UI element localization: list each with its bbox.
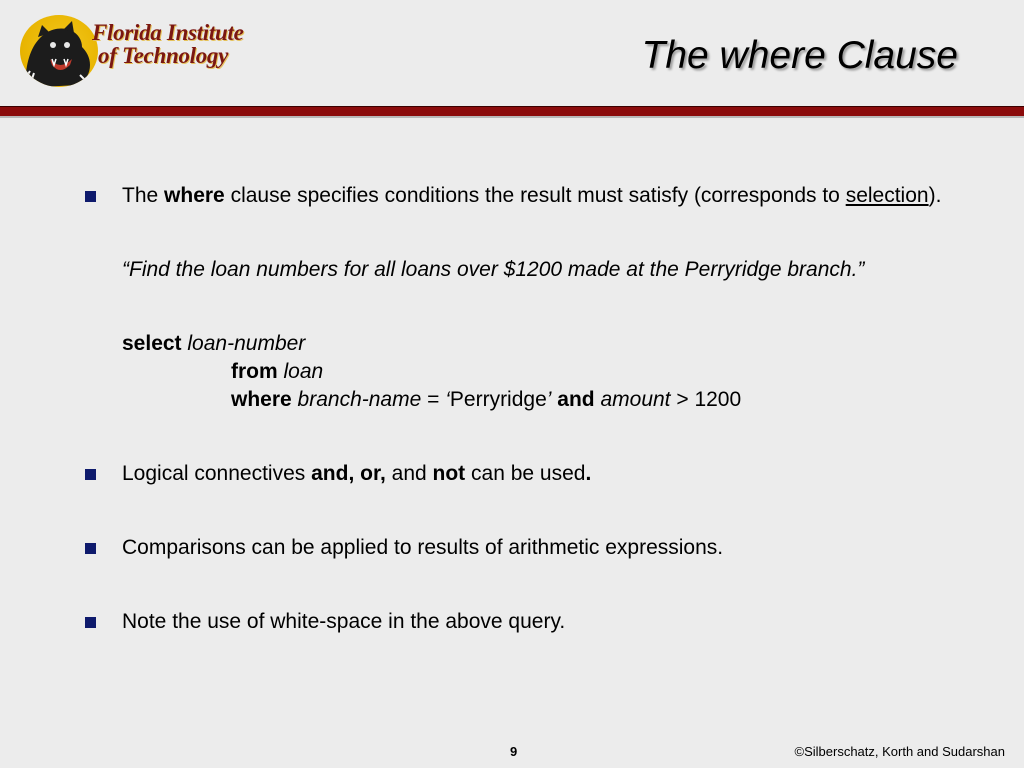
text: ). <box>928 184 942 207</box>
logo-line-1: Florida Institute <box>92 20 244 45</box>
attribute-branch-name: branch-name <box>297 388 422 411</box>
comparison: > 1200 <box>670 388 742 411</box>
example-question: “Find the loan numbers for all loans over $1200 made at the Perryridge branch.” <box>122 258 865 281</box>
keywords-and-or: and, or, <box>311 462 386 485</box>
text: can be used <box>465 462 586 485</box>
period: . <box>585 462 592 485</box>
bullet-comparisons <box>84 534 944 562</box>
bullet-logical-connectives <box>84 460 944 488</box>
fit-logo <box>20 15 260 90</box>
keyword-where: where <box>164 184 225 207</box>
square-bullet-icon <box>85 617 96 628</box>
bullet-where-clause <box>84 182 944 210</box>
text: Comparisons can be applied to results of arithmetic expressions. <box>122 536 724 559</box>
select-line <box>122 332 305 355</box>
square-bullet-icon <box>85 191 96 202</box>
keyword-and: and <box>557 388 595 411</box>
title-divider <box>0 106 1024 118</box>
equals-op: = <box>421 388 446 411</box>
copyright-notice: ©Silberschatz, Korth and Sudarshan <box>794 744 1005 759</box>
from-relation: loan <box>283 360 324 383</box>
keyword-not: not <box>432 462 466 485</box>
text: The <box>122 184 165 207</box>
logo-wordmark <box>92 21 243 67</box>
text: Logical connectives <box>122 462 312 485</box>
text: clause specifies conditions the result must satisfy (corresponds to <box>224 184 846 207</box>
keyword-from: from <box>231 360 278 383</box>
text: Note the use of white-space in the above query. <box>122 610 566 633</box>
keyword-where: where <box>231 388 292 411</box>
selection-term: selection <box>845 184 929 207</box>
literal-perryridge: Perryridge <box>449 388 547 411</box>
logo-line-2: of Technology <box>98 43 229 68</box>
sql-query <box>84 330 944 414</box>
slide-title: The where Clause <box>641 34 958 77</box>
slide-body <box>84 182 944 636</box>
attribute-amount: amount <box>600 388 671 411</box>
keyword-select: select <box>122 332 182 355</box>
square-bullet-icon <box>85 543 96 554</box>
page-number: 9 <box>510 744 518 759</box>
select-attribute: loan-number <box>187 332 306 355</box>
close-quote: ’ <box>546 388 552 411</box>
where-line <box>122 386 944 414</box>
open-quote: ‘ <box>445 388 450 411</box>
panther-mascot-icon <box>20 15 98 87</box>
bullet-white-space <box>84 608 944 636</box>
square-bullet-icon <box>85 469 96 480</box>
text: and <box>385 462 433 485</box>
from-line <box>122 358 944 386</box>
